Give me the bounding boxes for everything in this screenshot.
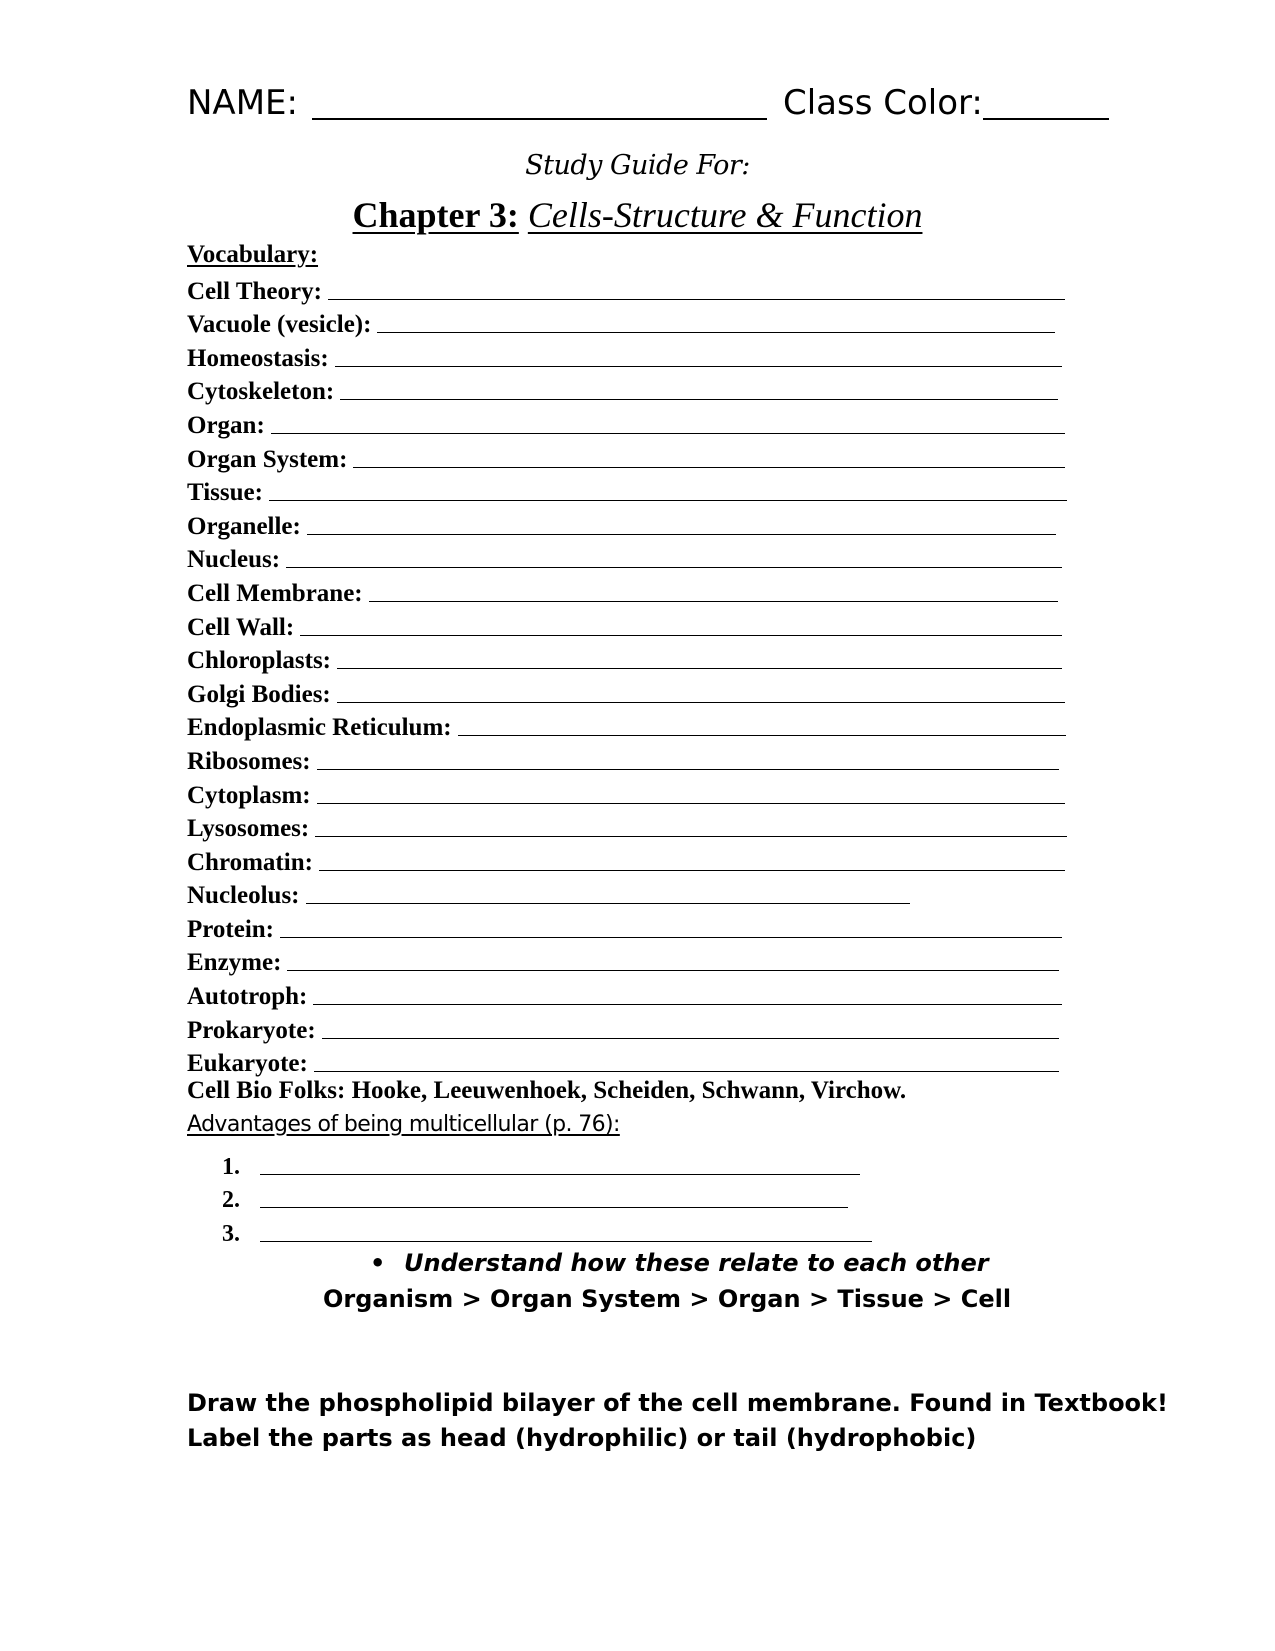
advantage-answer-blank — [260, 1185, 848, 1208]
drawing-instructions — [187, 1386, 1168, 1456]
chapter-title — [0, 192, 1275, 238]
vocab-term-label: Cytoskeleton: — [187, 378, 335, 406]
vocab-term-label: Autotroph: — [187, 983, 308, 1011]
vocab-term-row — [187, 373, 1087, 407]
vocab-answer-blank — [307, 512, 1056, 535]
understand-text: Understand how these relate to each other — [404, 1249, 989, 1277]
class-color-blank — [983, 84, 1109, 120]
vocab-answer-blank — [369, 579, 1058, 602]
cell-bio-folks: Cell Bio Folks: Hooke, Leeuwenhoek, Scheiden, Schwann, Virchow. — [187, 1077, 907, 1104]
vocab-term-row — [187, 440, 1087, 474]
vocab-term-label: Enzyme: — [187, 949, 282, 977]
vocab-term-label: Cell Wall: — [187, 613, 295, 641]
vocab-term-label: Golgi Bodies: — [187, 680, 331, 708]
vocab-answer-blank — [319, 848, 1065, 871]
vocab-term-label: Homeostasis: — [187, 344, 329, 372]
advantages-heading: Advantages of being multicellular (p. 76): — [187, 1112, 620, 1137]
vocab-term-row — [187, 406, 1087, 440]
advantage-item — [222, 1147, 872, 1181]
vocab-term-row — [187, 843, 1087, 877]
study-guide-subtitle: Study Guide For: — [525, 150, 750, 181]
vocab-term-row — [187, 608, 1087, 642]
vocab-term-label: Organ System: — [187, 445, 348, 473]
vocabulary-heading: Vocabulary: — [187, 241, 319, 268]
hierarchy-line: Organism > Organ System > Organ > Tissue > Cell — [323, 1285, 1012, 1313]
vocab-answer-blank — [313, 982, 1062, 1005]
advantage-item — [222, 1181, 872, 1215]
instructions-line-1: Draw the phospholipid bilayer of the cell membrane. Found in Textbook! — [187, 1389, 1168, 1417]
instructions-line-2: Label the parts as head (hydrophilic) or tail (hydrophobic) — [187, 1424, 977, 1452]
vocab-term-row — [187, 977, 1087, 1011]
vocab-term-row — [187, 910, 1087, 944]
vocab-term-row — [187, 944, 1087, 978]
vocab-answer-blank — [353, 445, 1065, 468]
vocab-term-row — [187, 339, 1087, 373]
vocab-answer-blank — [340, 377, 1058, 400]
vocab-term-label: Prokaryote: — [187, 1016, 316, 1044]
vocab-term-label: Lysosomes: — [187, 815, 310, 843]
vocab-term-row — [187, 675, 1087, 709]
vocab-answer-blank — [322, 1016, 1059, 1039]
vocab-term-label: Nucleolus: — [187, 882, 300, 910]
vocab-term-label: Eukaryote: — [187, 1050, 308, 1078]
name-blank — [312, 84, 767, 120]
vocab-answer-blank — [458, 713, 1066, 736]
vocab-answer-blank — [314, 1049, 1059, 1072]
vocab-answer-blank — [286, 545, 1062, 568]
vocab-answer-blank — [269, 478, 1067, 501]
advantage-number: 1. — [222, 1153, 240, 1180]
vocab-term-label: Cell Membrane: — [187, 579, 363, 607]
vocab-term-row — [187, 1011, 1087, 1045]
vocab-term-label: Endoplasmic Reticulum: — [187, 714, 452, 742]
advantages-list — [222, 1147, 872, 1248]
vocab-answer-blank — [271, 411, 1065, 434]
vocab-term-label: Protein: — [187, 915, 275, 943]
vocab-term-row — [187, 541, 1087, 575]
vocab-answer-blank — [337, 646, 1062, 669]
vocab-term-row — [187, 574, 1087, 608]
vocab-answer-blank — [300, 613, 1062, 636]
advantage-answer-blank — [260, 1219, 872, 1242]
vocab-term-row — [187, 776, 1087, 810]
vocab-term-label: Nucleus: — [187, 546, 281, 574]
header-line — [187, 78, 1087, 128]
vocab-term-row — [187, 507, 1087, 541]
class-color-label: Class Color: — [782, 83, 983, 123]
understand-note — [370, 1245, 989, 1281]
advantage-item — [222, 1214, 872, 1248]
vocab-term-label: Chloroplasts: — [187, 647, 332, 675]
vocab-answer-blank — [317, 781, 1065, 804]
vocab-term-label: Chromatin: — [187, 848, 313, 876]
vocab-term-label: Organ: — [187, 411, 265, 439]
vocab-answer-blank — [306, 881, 911, 904]
advantage-number: 2. — [222, 1187, 240, 1213]
bullet-icon: • — [370, 1249, 386, 1277]
vocabulary-list — [187, 272, 1087, 1078]
chapter-topic: Cells-Structure & Function — [527, 195, 923, 235]
vocab-term-row — [187, 642, 1087, 676]
vocab-term-row — [187, 742, 1087, 776]
vocab-answer-blank — [337, 680, 1065, 703]
vocab-term-label: Organelle: — [187, 512, 301, 540]
vocab-answer-blank — [280, 915, 1062, 938]
vocab-term-label: Vacuole (vesicle): — [187, 311, 372, 339]
vocab-answer-blank — [335, 344, 1062, 367]
vocab-term-label: Cell Theory: — [187, 277, 322, 305]
vocab-term-label: Cytoplasm: — [187, 781, 311, 809]
vocab-term-row — [187, 474, 1087, 508]
advantage-answer-blank — [260, 1152, 860, 1175]
vocab-term-label: Tissue: — [187, 479, 263, 507]
vocab-answer-blank — [317, 747, 1059, 770]
vocab-answer-blank — [328, 277, 1065, 300]
vocab-answer-blank — [377, 310, 1055, 333]
chapter-number: Chapter 3: — [352, 195, 519, 235]
vocab-term-row — [187, 810, 1087, 844]
vocab-term-row — [187, 306, 1087, 340]
name-label: NAME: — [187, 83, 298, 123]
vocab-answer-blank — [315, 814, 1067, 837]
vocab-term-label: Ribosomes: — [187, 747, 311, 775]
advantage-number: 3. — [222, 1220, 240, 1247]
vocab-term-row — [187, 877, 1087, 911]
vocab-term-row — [187, 709, 1087, 743]
vocab-term-row — [187, 272, 1087, 306]
vocab-answer-blank — [287, 948, 1059, 971]
